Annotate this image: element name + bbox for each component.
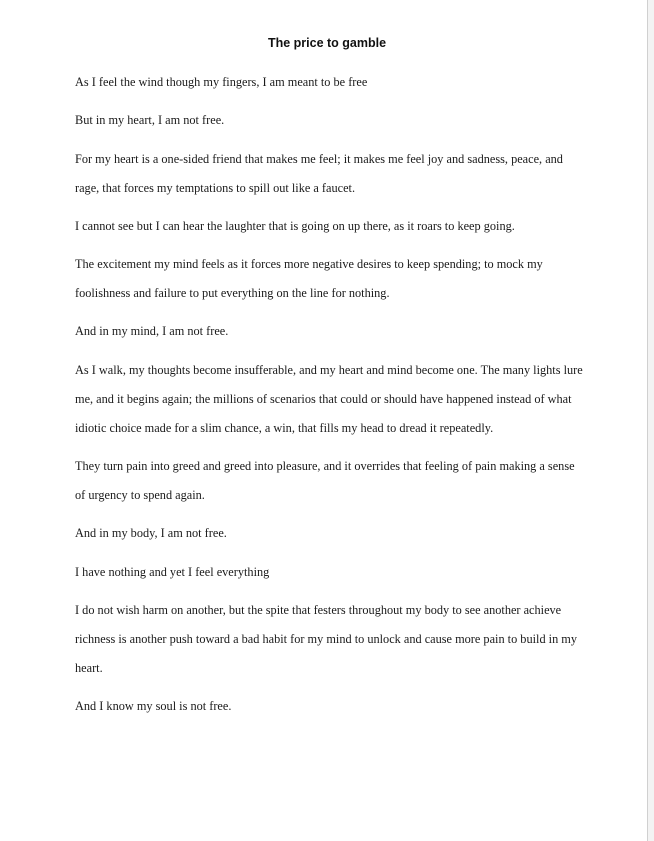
page-edge-divider (647, 0, 654, 841)
document-title: The price to gamble (267, 36, 387, 50)
paragraph: And in my mind, I am not free. (75, 324, 229, 339)
paragraph: As I walk, my thoughts become insufferable, and my heart and mind become one. The many lights lure me, and it begins again; the millions of scenarios that could or should have happened instead of what idiotic choice made for a slim chance, a win, that fills my head to dread it repeatedly. (75, 362, 583, 435)
document-body (75, 68, 585, 731)
paragraph: They turn pain into greed and greed into pleasure, and it overrides that feeling of pain making a sense of urgency to spend again. (75, 459, 575, 503)
paragraph: For my heart is a one-sided friend that makes me feel; it makes me feel joy and sadness, peace, and rage, that forces my temptations to spill out like a faucet. (75, 151, 563, 195)
paragraph: And in my body, I am not free. (75, 526, 227, 541)
paragraph: As I feel the wind though my fingers, I am meant to be free (75, 75, 368, 89)
paragraph: I do not wish harm on another, but the spite that festers throughout my body to see another achieve richness is another push toward a bad habit for my mind to unlock and cause more pain to build in my heart. (75, 602, 578, 675)
paragraph: And I know my soul is not free. (75, 699, 232, 714)
paragraph: But in my heart, I am not free. (75, 113, 225, 128)
paragraph: I have nothing and yet I feel everything (75, 564, 270, 579)
paragraph: I cannot see but I can hear the laughter that is going on up there, as it roars to keep going. (75, 218, 515, 233)
paragraph: The excitement my mind feels as it forces more negative desires to keep spending; to mock my foolishness and failure to put everything on the line for nothing. (75, 257, 543, 301)
